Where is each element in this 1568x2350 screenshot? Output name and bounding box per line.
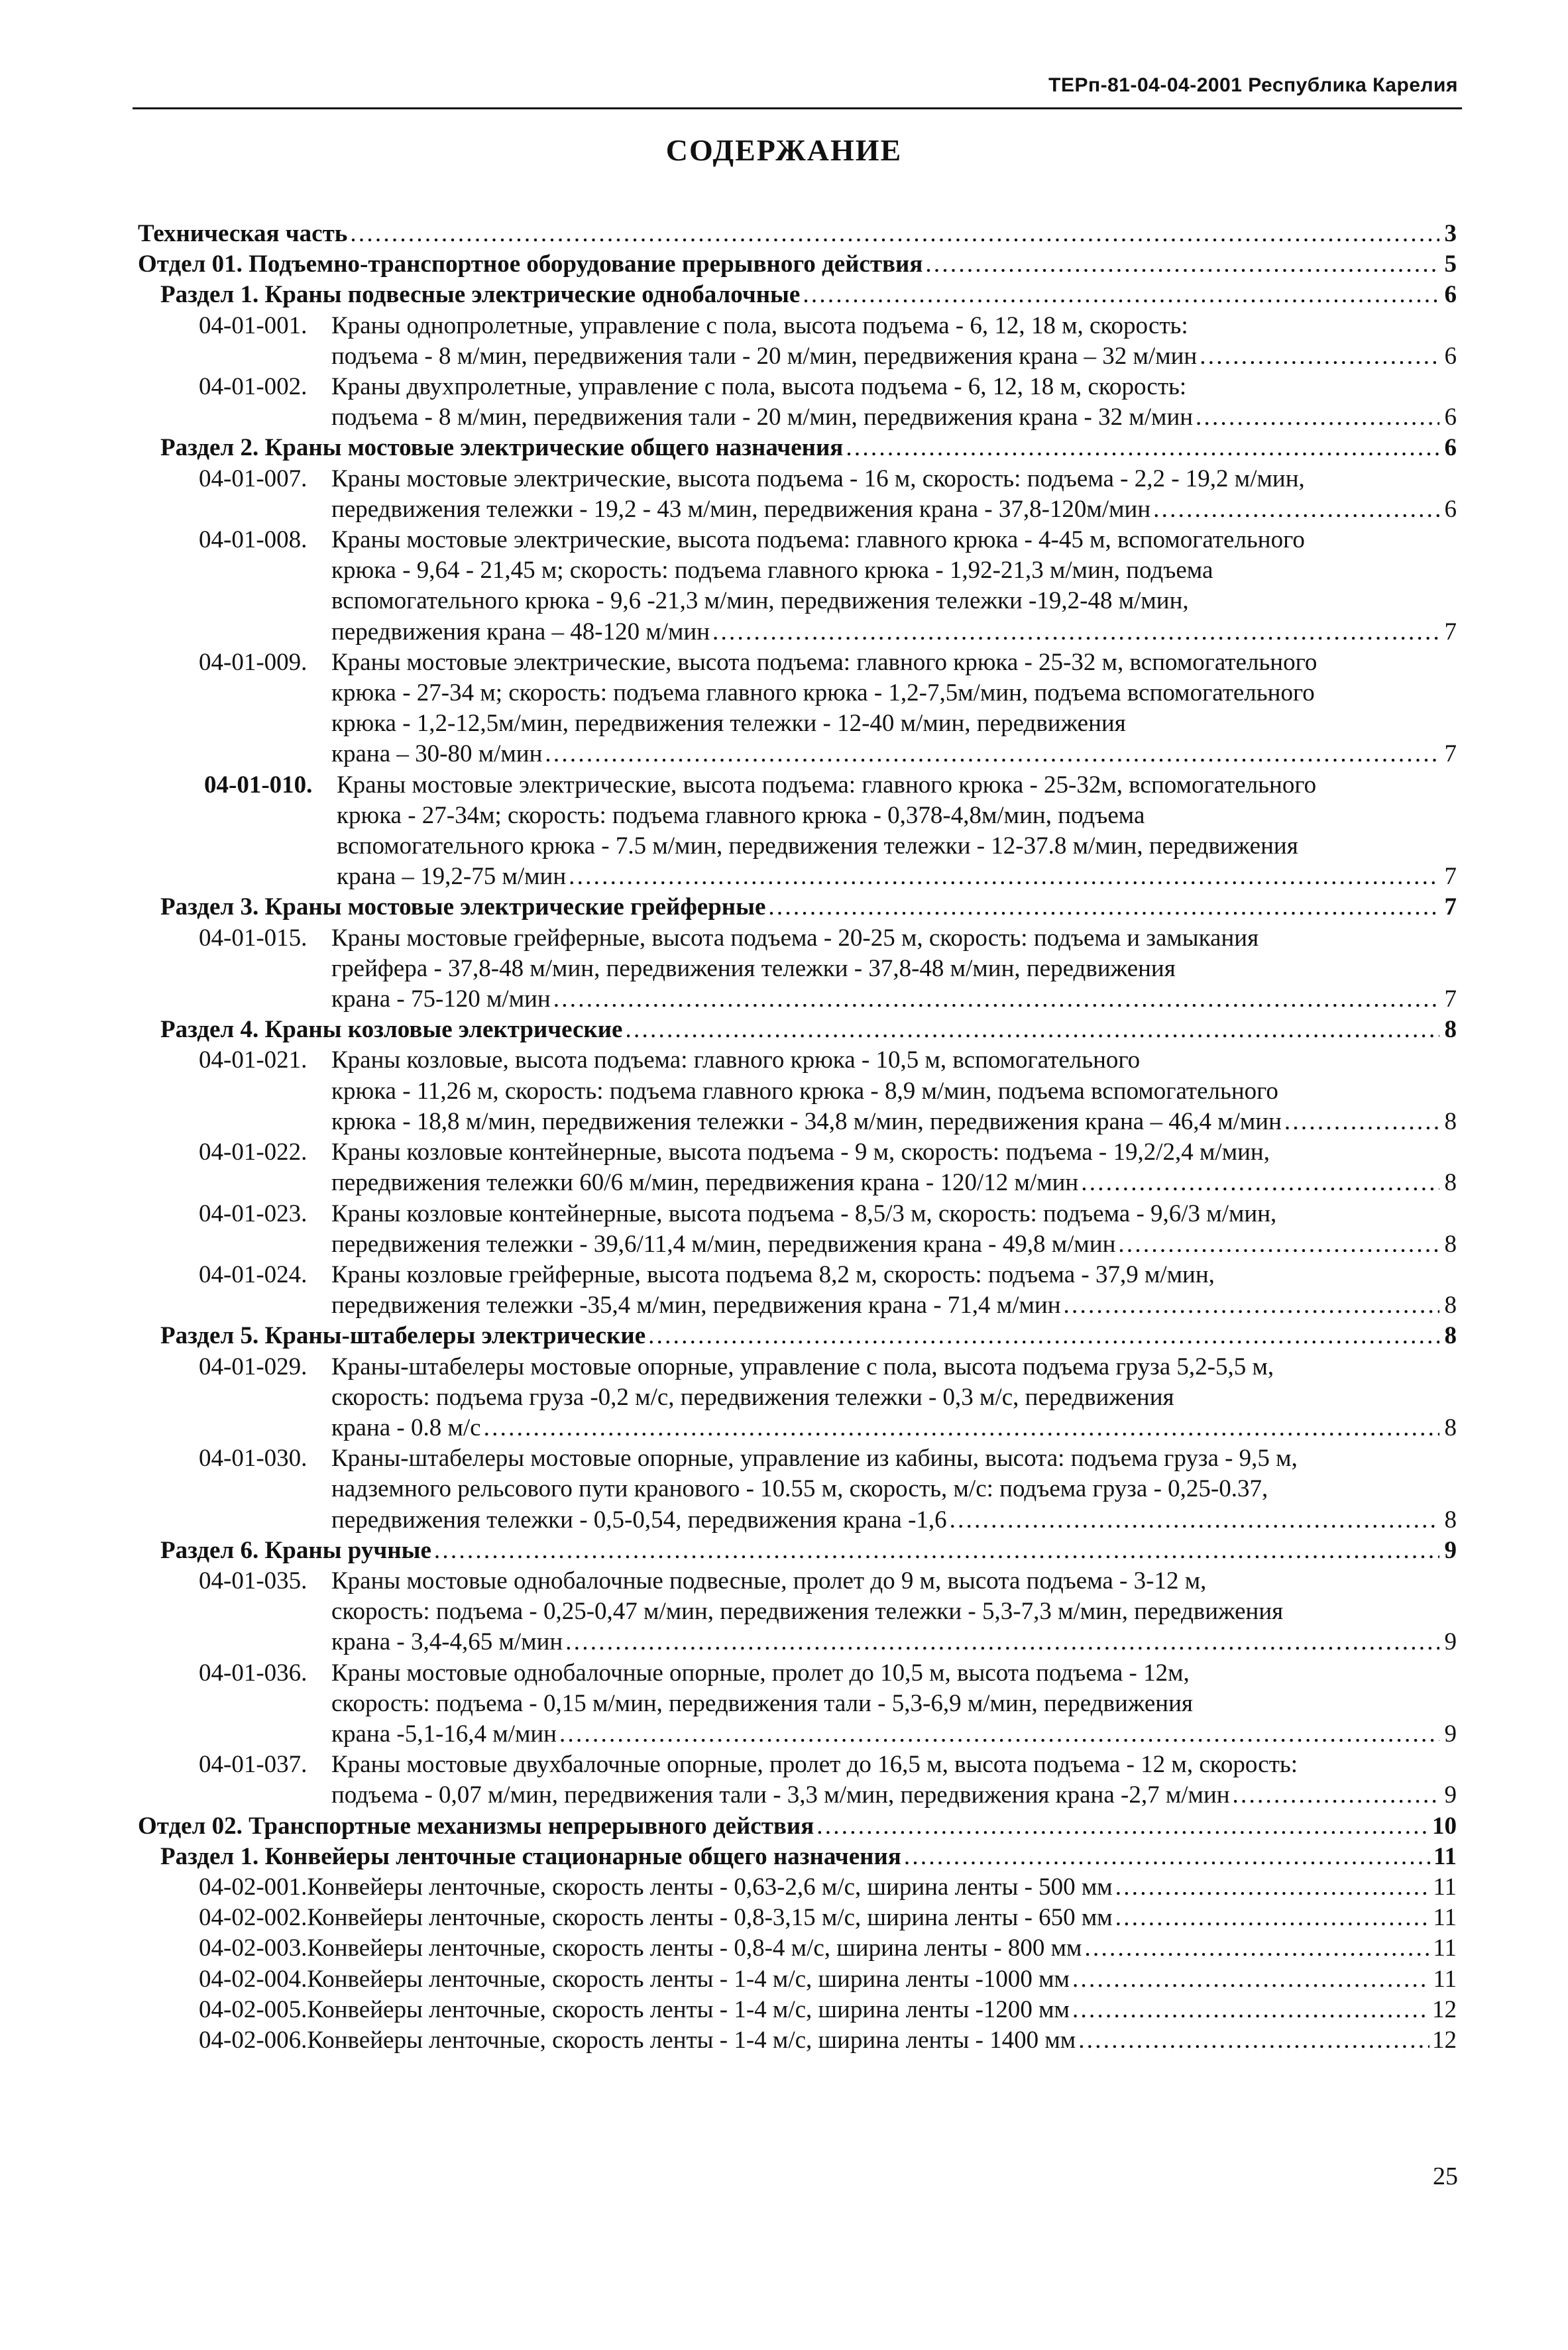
toc-entry-title: Отдел 02. Транспортные механизмы непрерывного действия (138, 1812, 814, 1840)
toc-entry-text: передвижения крана – 48-120 м/мин (331, 618, 710, 645)
dot-leader (1233, 1780, 1439, 1811)
toc-entry-title: Раздел 5. Краны-штабелеры электрические (160, 1322, 646, 1350)
toc-entry (138, 1872, 1457, 1903)
dot-leader (1153, 494, 1439, 525)
toc-entry-text: скорость: подъема - 0,15 м/мин, передвижения тали - 5,3-6,9 м/мин, передвижения (331, 1689, 1193, 1717)
dot-leader (1084, 1933, 1430, 1964)
toc-page-number: 6 (1444, 342, 1457, 370)
toc-page-number: 7 (1444, 740, 1457, 768)
toc-entry-title: Отдел 01. Подъемно-транспортное оборудование прерывного действия (138, 251, 923, 278)
toc-page-number: 6 (1444, 434, 1457, 462)
toc-page-number: 8 (1444, 1107, 1457, 1135)
toc-entry-code: 04-02-006. (199, 2026, 308, 2054)
toc-entry-code: 04-01-021. (199, 1046, 308, 1074)
toc-entry-text: подъема - 8 м/мин, передвижения тали - 20 м/мин, передвижения крана – 32 м/мин (331, 342, 1198, 370)
toc-page-number: 8 (1444, 1016, 1457, 1044)
toc-entry (138, 1199, 1457, 1260)
toc-entry (138, 770, 1457, 893)
toc-page-number: 8 (1444, 1506, 1457, 1534)
toc-entry-text: крана -5,1-16,4 м/мин (331, 1720, 557, 1748)
dot-leader (1064, 1290, 1440, 1321)
toc-entry-code: 04-02-004. (199, 1965, 308, 1993)
toc-entry-text: крана - 75-120 м/мин (331, 985, 551, 1013)
dot-leader (565, 1627, 1439, 1657)
toc-page-number: 8 (1444, 1322, 1457, 1350)
toc-entry-text: Краны-штабелеры мостовые опорные, управление из кабины, высота: подъема груза - 9,5 м, (331, 1445, 1298, 1473)
toc-entry-text: Конвейеры ленточные, скорость ленты - 0,63-2,6 м/с, ширина ленты - 500 мм (307, 1873, 1113, 1901)
toc-entry-title: Техническая часть (138, 220, 348, 247)
toc-entry-code: 04-01-007. (199, 465, 308, 492)
toc-entry-code: 04-01-036. (199, 1659, 308, 1687)
dot-leader (553, 984, 1439, 1015)
toc-entry-text: Краны козловые грейферные, высота подъема 8,2 м, скорость: подъема - 37,9 м/мин, (331, 1260, 1215, 1288)
toc-entry-text: передвижения тележки - 19,2 - 43 м/мин, передвижения крана - 37,8-120м/мин (331, 495, 1151, 523)
toc-entry-text: Конвейеры ленточные, скорость ленты - 0,8-3,15 м/с, ширина ленты - 650 мм (307, 1904, 1113, 1932)
toc-entry-text: крана – 30-80 м/мин (331, 740, 543, 768)
toc-entry-text: Краны мостовые грейферные, высота подъема - 20-25 м, скорость: подъема и замыкания (331, 924, 1259, 952)
document-code: ТЕРп-81-04-04-2001 Республика Карелия (1048, 74, 1458, 96)
dot-leader (1118, 1229, 1439, 1260)
dot-leader (545, 739, 1439, 769)
dot-leader (1072, 1995, 1429, 2025)
toc-entry-code: 04-02-002. (199, 1904, 308, 1932)
toc-entry-code: 04-01-024. (199, 1260, 308, 1288)
toc-entry (138, 1933, 1457, 1964)
toc-entry (138, 464, 1457, 525)
dot-leader (1115, 1903, 1431, 1933)
toc-entry-text: крана - 0.8 м/с (331, 1414, 481, 1441)
toc-entry (138, 280, 1457, 310)
toc-entry-code: 04-01-022. (199, 1139, 308, 1166)
toc-entry-title: Раздел 1. Краны подвесные электрические однобалочные (160, 281, 801, 309)
toc-page-number: 6 (1444, 281, 1457, 309)
toc-page-number: 12 (1432, 1995, 1457, 2023)
dot-leader (350, 219, 1439, 249)
toc-entry (138, 525, 1457, 647)
toc-entry (138, 1137, 1457, 1198)
toc-entry-text: Краны козловые контейнерные, высота подъема - 9 м, скорость: подъема - 19,2/2,4 м/мин, (331, 1139, 1270, 1166)
toc-entry (138, 923, 1457, 1015)
dot-leader (1284, 1107, 1439, 1137)
dot-leader (569, 862, 1439, 892)
toc-entry-code: 04-01-023. (199, 1200, 308, 1227)
toc-entry (138, 1995, 1457, 2025)
toc-entry (138, 1260, 1457, 1321)
toc-page-number: 6 (1444, 404, 1457, 431)
toc-entry-text: Краны мостовые однобалочные подвесные, пролет до 9 м, высота подъема - 3-12 м, (331, 1567, 1207, 1595)
toc-entry-text: Конвейеры ленточные, скорость ленты - 1-4 м/с, ширина ленты -1200 мм (307, 1995, 1070, 2023)
toc-page-number: 8 (1444, 1292, 1457, 1319)
toc-entry-text: вспомогательного крюка - 7.5 м/мин, передвижения тележки - 12-37.8 м/мин, передвижения (337, 832, 1298, 860)
dot-leader (1078, 2025, 1429, 2056)
toc-entry-code: 04-01-010. (204, 771, 313, 799)
toc-entry-text: грейфера - 37,8-48 м/мин, передвижения тележки - 37,8-48 м/мин, передвижения (331, 954, 1176, 982)
toc-entry (138, 1811, 1457, 1842)
toc-page-number: 7 (1444, 863, 1457, 891)
toc-entry (138, 311, 1457, 372)
toc-entry (138, 1321, 1457, 1351)
toc-entry-text: Краны-штабелеры мостовые опорные, управление с пола, высота подъема груза 5,2-5,5 м, (331, 1353, 1274, 1380)
toc-page-number: 11 (1433, 1904, 1457, 1932)
toc-page-number: 6 (1444, 495, 1457, 523)
toc-entry (138, 1964, 1457, 1995)
dot-leader (484, 1413, 1439, 1443)
toc-entry-text: крюка - 9,64 - 21,45 м; скорость: подъема главного крюка - 1,92-21,3 м/мин, подъема (331, 557, 1213, 585)
toc-entry (138, 1045, 1457, 1137)
toc-entry (138, 2025, 1457, 2056)
toc-entry-code: 04-01-002. (199, 373, 308, 401)
toc-entry-title: Раздел 6. Краны ручные (160, 1536, 431, 1564)
dot-leader (1196, 402, 1439, 433)
toc-entry-code: 04-02-005. (199, 1995, 308, 2023)
toc-entry-text: Краны мостовые электрические, высота подъема: главного крюка - 4-45 м, вспомогательного (331, 526, 1305, 554)
toc-entry-text: Краны мостовые однобалочные опорные, пролет до 10,5 м, высота подъема - 12м, (331, 1659, 1190, 1687)
toc-entry-text: Краны мостовые электрические, высота подъема: главного крюка - 25-32 м, вспомогательного (331, 648, 1317, 676)
toc-page-number: 11 (1433, 1842, 1457, 1870)
toc-entry (138, 892, 1457, 923)
toc-entry-text: подъема - 0,07 м/мин, передвижения тали - 3,3 м/мин, передвижения крана -2,7 м/мин (331, 1781, 1230, 1809)
toc-entry-text: вспомогательного крюка - 9,6 -21,3 м/мин, передвижения тележки -19,2-48 м/мин, (331, 587, 1189, 615)
toc-entry (138, 372, 1457, 433)
toc-page-number: 5 (1444, 251, 1457, 278)
toc-page-number: 11 (1433, 1965, 1457, 1993)
dot-leader (846, 433, 1439, 463)
toc-entry-text: Краны двухпролетные, управление с пола, высота подъема - 6, 12, 18 м, скорость: (331, 373, 1187, 401)
toc-entry (138, 1015, 1457, 1045)
dot-leader (1081, 1168, 1439, 1198)
toc-entry-text: Краны козловые контейнерные, высота подъема - 8,5/3 м, скорость: подъема - 9,6/3 м/мин, (331, 1200, 1277, 1227)
toc-entry (138, 219, 1457, 249)
toc-entry (138, 647, 1457, 770)
toc-page-number: 7 (1444, 985, 1457, 1013)
page-number: 25 (1433, 2162, 1458, 2190)
toc-entry (138, 249, 1457, 280)
dot-leader (434, 1536, 1439, 1566)
toc-entry-code: 04-02-001. (199, 1873, 308, 1901)
toc-entry-text: крана – 19,2-75 м/мин (337, 863, 567, 891)
toc-entry-title: Раздел 4. Краны козловые электрические (160, 1016, 623, 1044)
dot-leader (559, 1719, 1439, 1750)
toc-entry-title: Раздел 3. Краны мостовые электрические грейферные (160, 893, 766, 921)
toc-entry-text: Краны однопролетные, управление с пола, высота подъема - 6, 12, 18 м, скорость: (331, 311, 1188, 339)
dot-leader (625, 1015, 1439, 1045)
toc-page-number: 12 (1432, 2026, 1457, 2054)
toc-entry (138, 433, 1457, 463)
toc-page-number: 7 (1444, 618, 1457, 645)
toc-entry-text: скорость: подъема груза -0,2 м/с, передвижения тележки - 0,3 м/с, передвижения (331, 1383, 1174, 1411)
toc-entry-code: 04-01-035. (199, 1567, 308, 1595)
toc-entry (138, 1842, 1457, 1872)
toc-page-number: 3 (1444, 220, 1457, 247)
dot-leader (904, 1842, 1431, 1872)
table-of-contents (138, 219, 1457, 2056)
dot-leader (1072, 1964, 1430, 1995)
toc-entry-text: Краны мостовые электрические, высота подъема - 16 м, скорость: подъема - 2,2 - 19,2 м/мин, (331, 465, 1305, 492)
toc-page-number: 11 (1433, 1934, 1457, 1962)
toc-entry-code: 04-01-030. (199, 1445, 308, 1473)
toc-entry-code: 04-01-008. (199, 526, 308, 554)
toc-entry-code: 04-01-029. (199, 1353, 308, 1380)
dot-leader (803, 280, 1439, 310)
toc-entry-text: скорость: подъема - 0,25-0,47 м/мин, передвижения тележки - 5,3-7,3 м/мин, передвижения (331, 1598, 1284, 1626)
toc-entry-text: Конвейеры ленточные, скорость ленты - 1-4 м/с, ширина ленты -1000 мм (307, 1965, 1070, 1993)
toc-entry-title: Раздел 1. Конвейеры ленточные стационарные общего назначения (160, 1842, 901, 1870)
toc-page-number: 8 (1444, 1414, 1457, 1441)
toc-entry (138, 1536, 1457, 1566)
dot-leader (768, 892, 1439, 923)
toc-entry (138, 1443, 1457, 1536)
toc-entry (138, 1750, 1457, 1811)
toc-entry-text: крана - 3,4-4,65 м/мин (331, 1628, 563, 1656)
toc-entry-text: передвижения тележки - 0,5-0,54, передвижения крана -1,6 (331, 1506, 947, 1534)
toc-entry (138, 1658, 1457, 1750)
toc-entry-text: передвижения тележки 60/6 м/мин, передвижения крана - 120/12 м/мин (331, 1169, 1079, 1197)
toc-entry-text: Конвейеры ленточные, скорость ленты - 0,8-4 м/с, ширина ленты - 800 мм (307, 1934, 1082, 1962)
toc-entry-text: Краны козловые, высота подъема: главного крюка - 10,5 м, вспомогательного (331, 1046, 1141, 1074)
toc-entry-text: подъема - 8 м/мин, передвижения тали - 20 м/мин, передвижения крана - 32 м/мин (331, 404, 1194, 431)
toc-page-number: 7 (1444, 893, 1457, 921)
toc-entry-code: 04-01-015. (199, 924, 308, 952)
toc-entry-text: крюка - 27-34 м; скорость: подъема главного крюка - 1,2-7,5м/мин, подъема вспомогательного (331, 679, 1315, 707)
dot-leader (712, 617, 1439, 647)
toc-entry-text: Конвейеры ленточные, скорость ленты - 1-4 м/с, ширина ленты - 1400 мм (307, 2026, 1076, 2054)
toc-entry-text: крюка - 1,2-12,5м/мин, передвижения тележки - 12-40 м/мин, передвижения (331, 710, 1126, 738)
dot-leader (648, 1321, 1439, 1351)
toc-page-number: 9 (1444, 1628, 1457, 1656)
toc-page-number: 10 (1432, 1812, 1457, 1840)
page-title: СОДЕРЖАНИЕ (665, 133, 903, 167)
toc-entry (138, 1566, 1457, 1658)
toc-entry-text: крюка - 18,8 м/мин, передвижения тележки - 34,8 м/мин, передвижения крана – 46,4 м/мин (331, 1107, 1282, 1135)
toc-entry-text: передвижения тележки - 39,6/11,4 м/мин, передвижения крана - 49,8 м/мин (331, 1230, 1116, 1258)
toc-entry-text: крюка - 11,26 м, скорость: подъема главного крюка - 8,9 м/мин, подъема вспомогательного (331, 1077, 1278, 1105)
toc-page-number: 9 (1444, 1720, 1457, 1748)
toc-entry-code: 04-02-003. (199, 1934, 308, 1962)
toc-page-number: 8 (1444, 1169, 1457, 1197)
toc-entry-text: крюка - 27-34м; скорость: подъема главного крюка - 0,378-4,8м/мин, подъема (337, 801, 1145, 829)
toc-entry-text: надземного рельсового пути кранового - 10.55 м, скорость, м/с: подъема груза - 0,25-0.37, (331, 1475, 1268, 1503)
toc-entry-code: 04-01-001. (199, 311, 308, 339)
dot-leader (816, 1811, 1429, 1842)
toc-entry (138, 1352, 1457, 1444)
toc-entry-code: 04-01-009. (199, 648, 308, 676)
toc-entry-text: передвижения тележки -35,4 м/мин, передвижения крана - 71,4 м/мин (331, 1292, 1061, 1319)
toc-page-number: 11 (1433, 1873, 1457, 1901)
toc-entry-code: 04-01-037. (199, 1751, 308, 1779)
dot-leader (950, 1505, 1439, 1536)
toc-entry-text: Краны мостовые двухбалочные опорные, пролет до 16,5 м, высота подъема - 12 м, скорость: (331, 1751, 1298, 1779)
toc-entry-title: Раздел 2. Краны мостовые электрические общего назначения (160, 434, 844, 462)
header-rule (133, 107, 1462, 109)
toc-entry-text: Краны мостовые электрические, высота подъема: главного крюка - 25-32м, вспомогательного (337, 771, 1317, 799)
dot-leader (925, 249, 1439, 280)
dot-leader (1115, 1872, 1431, 1903)
toc-page-number: 9 (1444, 1536, 1457, 1564)
toc-entry (138, 1903, 1457, 1933)
toc-page-number: 9 (1444, 1781, 1457, 1809)
dot-leader (1200, 341, 1439, 372)
toc-page-number: 8 (1444, 1230, 1457, 1258)
